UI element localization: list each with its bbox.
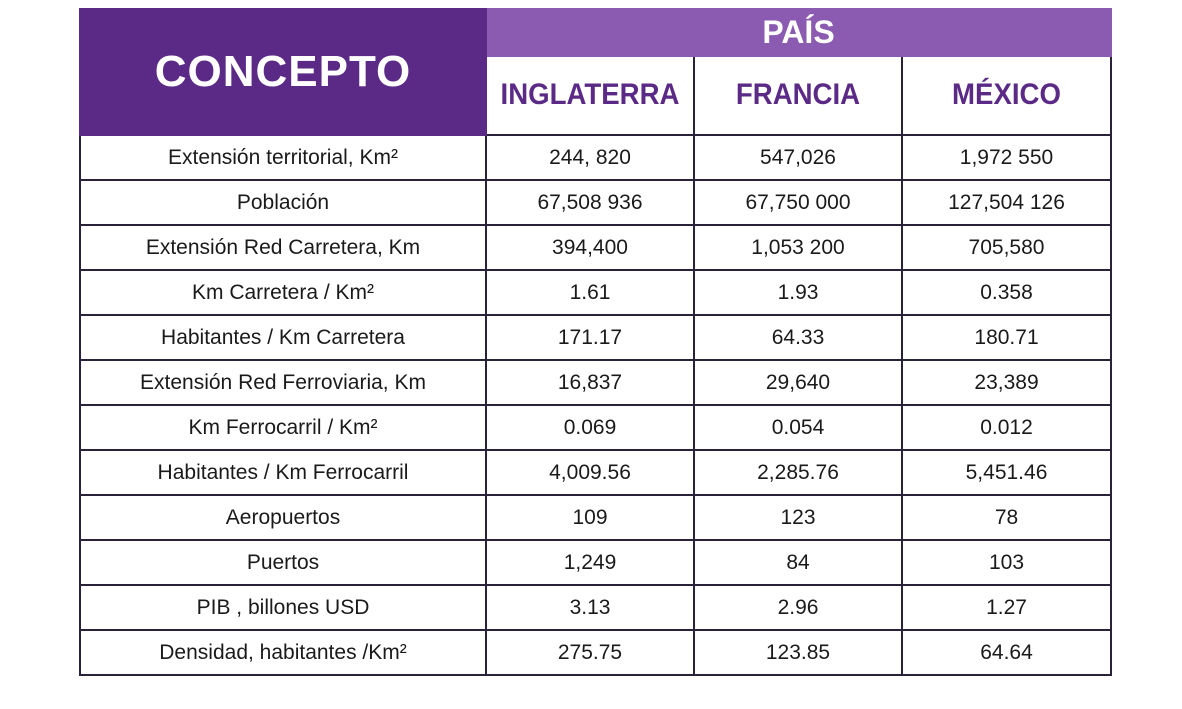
cell-value: 64.64 [902,630,1111,675]
table-row [80,135,1111,180]
table-header [80,9,1111,135]
cell-value: 127,504 126 [902,180,1111,225]
cell-value: 123.85 [694,630,902,675]
cell-value: 0.012 [902,405,1111,450]
cell-value: 78 [902,495,1111,540]
table-row [80,585,1111,630]
table-row [80,360,1111,405]
row-label: PIB , billones USD [80,585,486,630]
cell-value: 4,009.56 [486,450,694,495]
cell-value: 394,400 [486,225,694,270]
cell-value: 67,508 936 [486,180,694,225]
cell-value: 2,285.76 [694,450,902,495]
row-label: Habitantes / Km Ferrocarril [80,450,486,495]
cell-value: 16,837 [486,360,694,405]
cell-value: 123 [694,495,902,540]
cell-value: 1,053 200 [694,225,902,270]
cell-value: 1.61 [486,270,694,315]
cell-value: 67,750 000 [694,180,902,225]
row-label: Extensión Red Ferroviaria, Km [80,360,486,405]
cell-value: 29,640 [694,360,902,405]
cell-value: 84 [694,540,902,585]
cell-value: 23,389 [902,360,1111,405]
cell-value: 1,249 [486,540,694,585]
cell-value: 64.33 [694,315,902,360]
cell-value: 1,972 550 [902,135,1111,180]
cell-value: 5,451.46 [902,450,1111,495]
cell-value: 0.054 [694,405,902,450]
row-label: Puertos [80,540,486,585]
cell-value: 109 [486,495,694,540]
cell-value: 3.13 [486,585,694,630]
row-label: Densidad, habitantes /Km² [80,630,486,675]
header-country-francia: FRANCIA [702,56,893,135]
cell-value: 171.17 [486,315,694,360]
table-row [80,270,1111,315]
table-row [80,450,1111,495]
cell-value: 1.27 [902,585,1111,630]
cell-value: 1.93 [694,270,902,315]
table-row [80,225,1111,270]
cell-value: 103 [902,540,1111,585]
cell-value: 180.71 [902,315,1111,360]
row-label: Aeropuertos [80,495,486,540]
cell-value: 0.358 [902,270,1111,315]
table-body [80,135,1111,675]
cell-value: 275.75 [486,630,694,675]
cell-value: 0.069 [486,405,694,450]
cell-value: 2.96 [694,585,902,630]
table-row [80,315,1111,360]
table-row [80,180,1111,225]
comparison-table [79,8,1112,676]
table-row [80,405,1111,450]
cell-value: 244, 820 [486,135,694,180]
row-label: Km Ferrocarril / Km² [80,405,486,450]
table-row [80,495,1111,540]
row-label: Habitantes / Km Carretera [80,315,486,360]
header-country-group: PAÍS [486,9,1111,56]
row-label: Km Carretera / Km² [80,270,486,315]
table-row [80,630,1111,675]
header-concept: CONCEPTO [80,9,486,135]
comparison-table-container [79,8,1110,676]
cell-value: 547,026 [694,135,902,180]
row-label: Extensión territorial, Km² [80,135,486,180]
row-label: Población [80,180,486,225]
header-country-mexico: MÉXICO [910,56,1102,135]
table-row [80,540,1111,585]
row-label: Extensión Red Carretera, Km [80,225,486,270]
cell-value: 705,580 [902,225,1111,270]
header-country-inglaterra: INGLATERRA [494,56,685,135]
